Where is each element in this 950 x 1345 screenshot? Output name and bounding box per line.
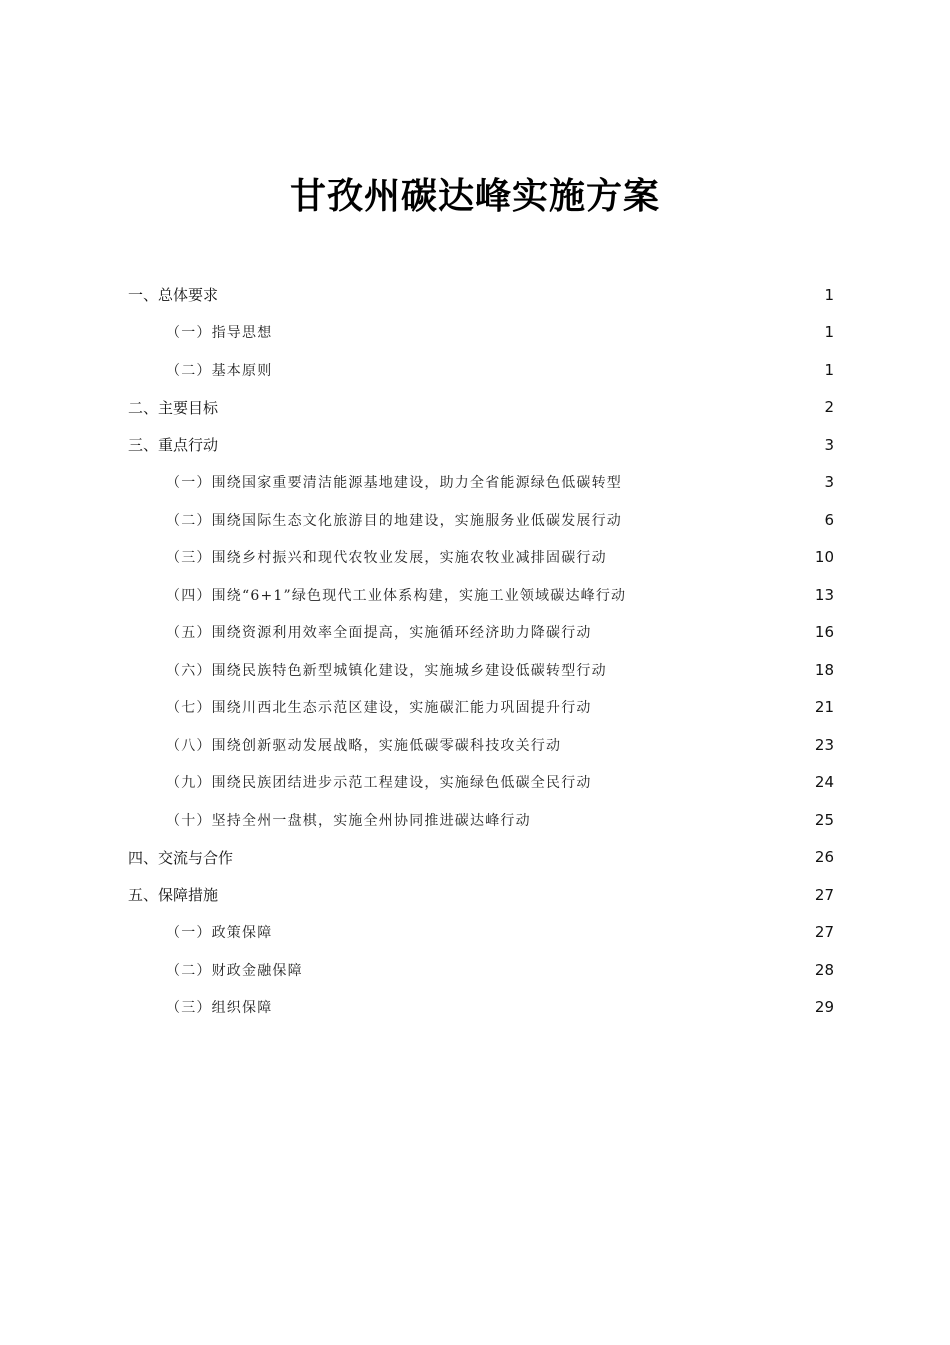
- toc-entry-page-number: 18: [814, 660, 834, 679]
- toc-entry-label: （十）坚持全州一盘棋，实施全州协同推进碳达峰行动: [166, 812, 531, 829]
- toc-entry-page-number: 2: [824, 398, 834, 417]
- toc-entry-page-number: 10: [814, 548, 834, 567]
- toc-entry-green-industry[interactable]: [128, 576, 834, 614]
- toc-entry-eco-tourism[interactable]: [128, 501, 834, 539]
- toc-entry-page-number: 6: [824, 510, 834, 529]
- toc-entry-page-number: 1: [824, 360, 834, 379]
- toc-entry-page-number: 1: [824, 323, 834, 342]
- document-title: 甘孜州碳达峰实施方案: [289, 175, 660, 217]
- toc-entry-label: （五）围绕资源利用效率全面提高，实施循环经济助力降碳行动: [166, 625, 592, 642]
- toc-entry-page-number: 25: [814, 810, 834, 829]
- toc-entry-rural-revitalization[interactable]: [128, 539, 834, 577]
- toc-entry-organization-safeguard[interactable]: [128, 989, 834, 1027]
- toc-entry-label: （二）财政金融保障: [166, 962, 303, 979]
- toc-entry-page-number: 26: [814, 848, 834, 867]
- toc-entry-page-number: 28: [814, 960, 834, 979]
- toc-entry-finance-safeguard[interactable]: [128, 951, 834, 989]
- toc-entry-basic-principles[interactable]: [128, 351, 834, 389]
- toc-entry-label: 二、主要目标: [128, 398, 219, 417]
- table-of-contents: [128, 276, 834, 1026]
- toc-entry-page-number: 16: [814, 623, 834, 642]
- toc-entry-main-goals[interactable]: [128, 389, 834, 427]
- toc-entry-page-number: 27: [814, 885, 834, 904]
- toc-entry-page-number: 29: [814, 998, 834, 1017]
- toc-entry-page-number: 3: [824, 435, 834, 454]
- toc-entry-page-number: 24: [814, 773, 834, 792]
- toc-entry-label: （六）围绕民族特色新型城镇化建设，实施城乡建设低碳转型行动: [166, 662, 607, 679]
- toc-entry-label: 四、交流与合作: [128, 848, 234, 867]
- toc-entry-clean-energy-base[interactable]: [128, 464, 834, 502]
- toc-entry-label: （三）围绕乡村振兴和现代农牧业发展，实施农牧业减排固碳行动: [166, 550, 607, 567]
- toc-entry-label: （八）围绕创新驱动发展战略，实施低碳零碳科技攻关行动: [166, 737, 562, 754]
- toc-entry-safeguards[interactable]: [128, 876, 834, 914]
- toc-entry-page-number: 23: [814, 735, 834, 754]
- toc-entry-page-number: 27: [814, 923, 834, 942]
- toc-entry-exchange-cooperation[interactable]: [128, 839, 834, 877]
- toc-entry-key-actions[interactable]: [128, 426, 834, 464]
- toc-entry-page-number: 21: [814, 698, 834, 717]
- toc-entry-page-number: 3: [824, 473, 834, 492]
- toc-entry-carbon-sink[interactable]: [128, 689, 834, 727]
- toc-entry-label: （三）组织保障: [166, 1000, 273, 1017]
- toc-entry-label: 五、保障措施: [128, 886, 219, 905]
- toc-entry-label: （九）围绕民族团结进步示范工程建设，实施绿色低碳全民行动: [166, 775, 592, 792]
- toc-entry-page-number: 1: [824, 285, 834, 304]
- toc-entry-coordination[interactable]: [128, 801, 834, 839]
- toc-entry-page-number: 13: [814, 585, 834, 604]
- toc-entry-label: （一）围绕国家重要清洁能源基地建设，助力全省能源绿色低碳转型: [166, 475, 622, 492]
- toc-entry-label: （四）围绕“6+1”绿色现代工业体系构建，实施工业领域碳达峰行动: [166, 587, 627, 604]
- toc-entry-label: 一、总体要求: [128, 286, 219, 305]
- toc-entry-label: （一）指导思想: [166, 325, 273, 342]
- toc-entry-ethnic-unity[interactable]: [128, 764, 834, 802]
- toc-entry-label: 三、重点行动: [128, 436, 219, 455]
- toc-entry-policy-safeguard[interactable]: [128, 914, 834, 952]
- toc-entry-guiding-ideology[interactable]: [128, 314, 834, 352]
- toc-entry-label: （二）围绕国际生态文化旅游目的地建设，实施服务业低碳发展行动: [166, 512, 622, 529]
- toc-entry-general-requirements[interactable]: [128, 276, 834, 314]
- toc-entry-innovation[interactable]: [128, 726, 834, 764]
- toc-entry-urbanization[interactable]: [128, 651, 834, 689]
- toc-entry-label: （七）围绕川西北生态示范区建设，实施碳汇能力巩固提升行动: [166, 700, 592, 717]
- toc-entry-circular-economy[interactable]: [128, 614, 834, 652]
- toc-entry-label: （二）基本原则: [166, 362, 273, 379]
- toc-entry-label: （一）政策保障: [166, 925, 273, 942]
